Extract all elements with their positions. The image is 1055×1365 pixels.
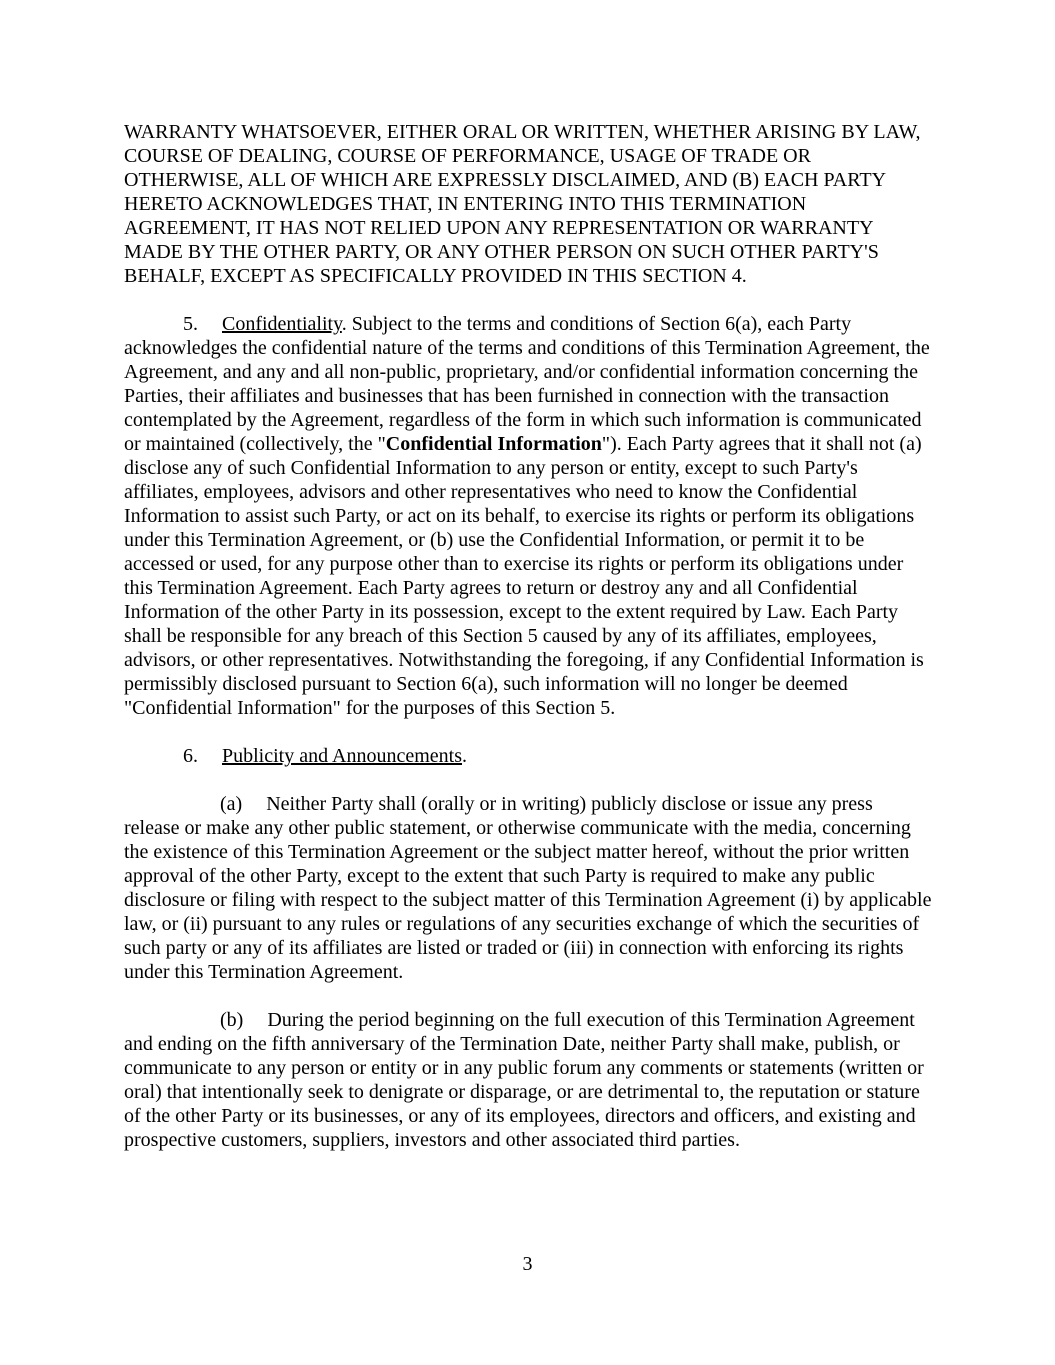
text-run: WARRANTY WHATSOEVER, EITHER ORAL OR WRITTEN, WHETHER ARISING BY LAW, COURSE OF DEALING, COURSE OF PERFORMANCE, USAGE OF TRADE OR OTHERWISE, ALL OF WHICH ARE EXPRESSLY DISCLAIMED, AND (B) EACH PARTY HERETO ACKNOWLEDGES THAT, IN ENTERING INTO THIS TERMINATION AGREEMENT, IT HAS NOT RELIED UPON ANY REPRESENTATION OR WARRANTY MADE BY THE OTHER PARTY, OR ANY OTHER PERSON ON SUCH OTHER PARTY'S BEHALF, EXCEPT AS SPECIFICALLY PROVIDED IN THIS SECTION 4. bbox=[124, 121, 921, 287]
text-run: Publicity and Announcements bbox=[222, 745, 462, 767]
section-6b-nondisparagement bbox=[124, 1008, 932, 1152]
text-run: . bbox=[461, 745, 467, 767]
text-run: Confidentiality bbox=[222, 313, 342, 335]
text-run: "). Each Party agrees that it shall not (a) disclose any of such Confidential Information to any person or entity, except to such Party's affiliates, employees, advisors and other representatives who need to know the Confidential Information to assist such Party, or act on its behalf, to exercise its rights or perform its obligations under this Termination Agreement, or (b) use the Confidential Information, or permit it to be accessed or used, for any purpose other than to exercise its rights or perform its obligations under this Termination Agreement. Each Party agrees to return or destroy any and all Confidential Information of the other Party in its possession, except to the extent required by Law. Each Party shall be responsible for any breach of this Section 5 caused by any of its affiliates, employees, advisors, or other representatives. Notwithstanding the foregoing, if any Confidential Information is permissibly disclosed pursuant to Section 6(a), such information will no longer be deemed "Confidential Information" for the purposes of this Section 5. bbox=[124, 433, 924, 719]
text-run: 5. bbox=[183, 313, 198, 335]
warranty-disclaimer-continuation bbox=[124, 120, 932, 288]
text-run: (a) bbox=[220, 793, 243, 815]
text-run: . Subject to the terms and conditions of Section 6(a), each Party acknowledges the confidential nature of the terms and conditions of this Termination Agreement, the Agreement, and any and all non-public, proprietary, and/or confidential information concerning the Parties, their affiliates and businesses that has been furnished in connection with the transaction contemplated by the Agreement, regardless of the form in which such information is communicated or maintained (collectively, the " bbox=[124, 313, 930, 455]
section-6a-publicity bbox=[124, 792, 932, 984]
page-number: 3 bbox=[522, 1253, 533, 1275]
text-run: Neither Party shall (orally or in writing) publicly disclose or issue any press release or make any other public statement, or otherwise communicate with the media, concerning the existence of this Termination Agreement or the subject matter hereof, without the prior written approval of the other Party, except to the extent that such Party is required to make any public disclosure or filing with respect to the subject matter of this Termination Agreement (i) by applicable law, or (ii) pursuant to any rules or regulations of any securities exchange of which the securities of such party or any of its affiliates are listed or traded or (iii) in connection with enforcing its rights under this Termination Agreement. bbox=[124, 793, 932, 983]
document-content bbox=[124, 120, 932, 1176]
section-6-heading bbox=[124, 744, 932, 768]
text-run: (b) bbox=[220, 1009, 244, 1031]
text-run: During the period beginning on the full execution of this Termination Agreement and ending on the fifth anniversary of the Termination Date, neither Party shall make, publish, or communicate to any person or entity or in any public forum any comments or statements (written or oral) that intentionally seek to denigrate or disparage, or are detrimental to, the reputation or stature of the other Party or its businesses, or any of its employees, directors and officers, and existing and prospective customers, suppliers, investors and other associated third parties. bbox=[124, 1009, 924, 1151]
text-run: 6. bbox=[183, 745, 198, 767]
text-run: Confidential Information bbox=[385, 433, 602, 455]
section-5-confidentiality bbox=[124, 312, 932, 720]
